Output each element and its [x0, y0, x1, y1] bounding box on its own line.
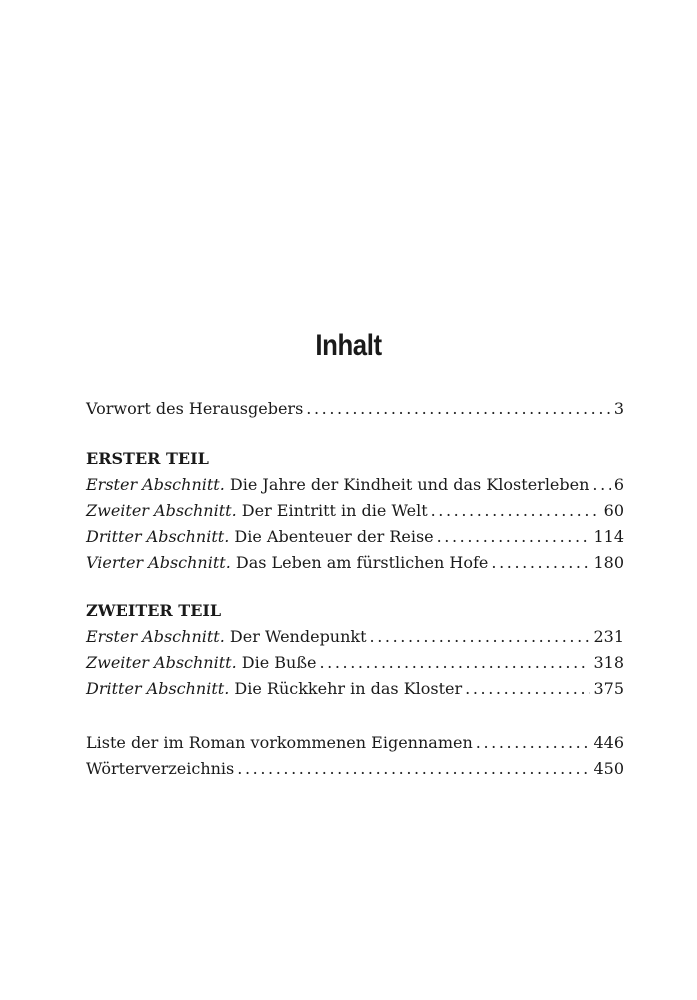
part-heading: ERSTER TEIL [86, 449, 209, 468]
section-title: Der Eintritt in die Welt [241, 501, 428, 520]
toc-entry [86, 472, 624, 498]
toc-entry [86, 498, 624, 524]
toc-entry-page: 318 [593, 653, 624, 672]
dot-leader [306, 396, 611, 422]
toc-entry-page: 3 [613, 399, 624, 418]
part-heading: ZWEITER TEIL [86, 601, 222, 620]
section-title: Das Leben am fürstlichen Hofe [235, 553, 489, 572]
section-number: Dritter Abschnitt. [86, 679, 230, 698]
section-number: Erster Abschnitt. [86, 627, 225, 646]
dot-leader [476, 730, 591, 756]
toc-entry [86, 624, 624, 650]
toc-entry-label [86, 624, 367, 650]
toc-entry-page: 231 [593, 627, 624, 646]
toc-entry-page: 450 [593, 759, 624, 778]
section-title: Die Buße [241, 653, 317, 672]
dot-leader [431, 498, 601, 524]
section-number: Erster Abschnitt. [86, 475, 225, 494]
toc-entry [86, 756, 624, 782]
toc-part-one [86, 446, 624, 576]
toc-entry-label [86, 498, 428, 524]
toc-part-two [86, 598, 624, 702]
dot-leader [592, 472, 610, 498]
toc-entry [86, 524, 624, 550]
section-title: Die Jahre der Kindheit und das Klosterleben [229, 475, 590, 494]
toc-entry-label: Vorwort des Herausgebers [86, 399, 304, 418]
dot-leader [370, 624, 591, 650]
toc-entry [86, 676, 624, 702]
toc-entry-label [86, 550, 488, 576]
dot-leader [465, 676, 590, 702]
toc-entry-label: Wörterverzeichnis [86, 759, 235, 778]
section-title: Der Wendepunkt [229, 627, 367, 646]
page-title: Inhalt [315, 329, 382, 362]
dot-leader [319, 650, 590, 676]
dot-leader [437, 524, 591, 550]
toc-preface-block [86, 396, 624, 422]
toc-entry [86, 650, 624, 676]
toc-entry-label [86, 650, 316, 676]
toc-entry-label: Liste der im Roman vorkommenen Eigennamen [86, 733, 473, 752]
toc-entry-label [86, 524, 434, 550]
toc-entry-page: 114 [593, 527, 624, 546]
section-number: Zweiter Abschnitt. [86, 501, 237, 520]
toc-entry [86, 550, 624, 576]
toc-entry-label [86, 472, 589, 498]
section-number: Zweiter Abschnitt. [86, 653, 237, 672]
toc-entry-page: 375 [593, 679, 624, 698]
toc-entry-page: 60 [603, 501, 624, 520]
section-title: Die Abenteuer der Reise [234, 527, 434, 546]
toc-entry [86, 730, 624, 756]
toc-entry-label [86, 676, 462, 702]
toc-appendix-block [86, 730, 624, 782]
dot-leader [491, 550, 590, 576]
section-number: Vierter Abschnitt. [86, 553, 231, 572]
section-title: Die Rückkehr in das Kloster [234, 679, 463, 698]
toc-entry-page: 6 [613, 475, 624, 494]
toc-entry-vorwort [86, 396, 624, 422]
toc-entry-page: 180 [593, 553, 624, 572]
toc-entry-page: 446 [593, 733, 624, 752]
section-number: Dritter Abschnitt. [86, 527, 230, 546]
dot-leader [237, 756, 590, 782]
